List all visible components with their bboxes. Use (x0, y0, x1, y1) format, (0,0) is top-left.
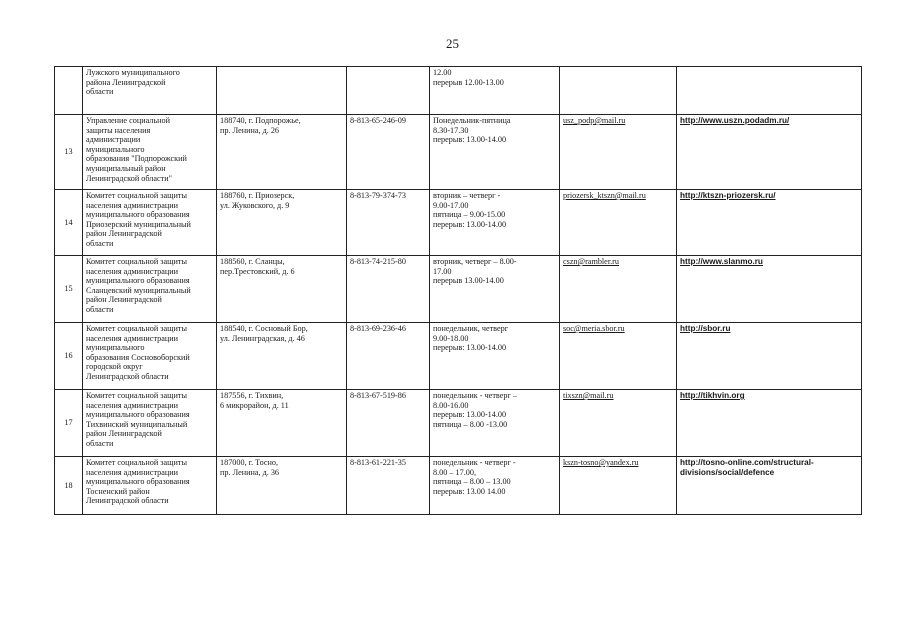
hours-line: понедельник - четверг - (433, 458, 516, 467)
organization-line: муниципального образования (86, 210, 190, 220)
address-line: 188740, г. Подпорожье, (220, 116, 301, 125)
hours-cell (430, 190, 560, 256)
table-row (55, 115, 862, 190)
hours-cell (430, 67, 560, 115)
table-row (55, 256, 862, 323)
organization-cell (83, 67, 217, 115)
organization-line: Комитет социальной защиты (86, 191, 187, 200)
hours-line: перерыв: 13.00 14.00 (433, 486, 506, 496)
hours-line: понедельник, четверг (433, 324, 509, 333)
hours-line: Понедельник-пятница (433, 116, 511, 125)
table-row (55, 67, 862, 115)
website-cell (677, 390, 862, 457)
email-cell (560, 67, 677, 115)
phone-cell: 8-813-74-215-80 (347, 256, 430, 323)
hours-line: пятница – 8.00 – 13.00 (433, 477, 511, 487)
organization-line: области (86, 87, 114, 97)
organization-line: Тихвинский муниципальный (86, 419, 188, 429)
hours-line: перерыв 12.00-13.00 (433, 77, 504, 87)
organization-line: Тосненский район (86, 486, 150, 496)
email-cell (560, 323, 677, 390)
address-line: 188560, г. Сланцы, (220, 257, 285, 266)
organization-line: Комитет социальной защиты (86, 257, 187, 266)
phone-cell: 8-813-67-519-86 (347, 390, 430, 457)
website-link[interactable]: http://sbor.ru (680, 324, 731, 333)
organization-line: муниципального образования (86, 410, 190, 420)
hours-line: перерыв: 13.00-14.00 (433, 135, 507, 145)
organization-line: район Ленинградской (86, 429, 162, 439)
phone-cell (347, 67, 430, 115)
address-line: пр. Ленина, д. 26 (220, 125, 280, 135)
organization-line: Ленинградской области (86, 371, 169, 381)
hours-cell (430, 115, 560, 190)
website-cell (677, 256, 862, 323)
organization-cell (83, 390, 217, 457)
row-number: 17 (55, 390, 83, 457)
organization-line: населения администрации (86, 266, 178, 276)
email-cell (560, 457, 677, 515)
organization-line: муниципального (86, 343, 145, 353)
row-number: 13 (55, 115, 83, 190)
website-link[interactable]: http://tikhvin.org (680, 391, 745, 400)
address-cell (217, 323, 347, 390)
email-link[interactable]: tixszn@mail.ru (563, 391, 614, 400)
address-line: 187556, г. Тихвин, (220, 391, 284, 400)
website-cell (677, 457, 862, 515)
organization-line: области (86, 238, 114, 248)
hours-line: перерыв: 13.00-14.00 (433, 410, 507, 420)
organization-cell (83, 323, 217, 390)
organization-line: Комитет социальной защиты (86, 391, 187, 400)
email-link[interactable]: soc@meria.sbor.ru (563, 324, 625, 333)
organization-cell (83, 190, 217, 256)
organization-line: район Ленинградской (86, 229, 162, 239)
email-link[interactable]: priozersk_ktszn@mail.ru (563, 191, 646, 200)
organization-line: населения администрации (86, 333, 178, 343)
hours-line: перерыв: 13.00-14.00 (433, 343, 507, 353)
hours-line: 17.00 (433, 266, 452, 276)
hours-cell (430, 323, 560, 390)
table-row (55, 390, 862, 457)
email-link[interactable]: usz_podp@mail.ru (563, 116, 626, 125)
website-link[interactable]: http://www.slanmo.ru (680, 257, 763, 266)
organization-line: защиты населения (86, 125, 151, 135)
website-link[interactable]: http://ktszn-priozersk.ru/ (680, 191, 776, 200)
hours-line: 8.30-17.30 (433, 125, 469, 135)
address-line: 188760, г. Приозерск, (220, 191, 295, 200)
hours-cell (430, 457, 560, 515)
organization-line: Лужского муниципального (86, 68, 180, 77)
organization-line: образования "Подпорожский (86, 154, 187, 164)
email-cell (560, 256, 677, 323)
hours-line: пятница – 9.00-15.00 (433, 210, 506, 220)
organization-line: Приозерский муниципальный (86, 219, 191, 229)
hours-cell (430, 390, 560, 457)
address-line: пер.Трестовский, д. 6 (220, 266, 295, 276)
organization-line: области (86, 304, 114, 314)
address-line: пр. Ленина, д. 36 (220, 467, 280, 477)
organization-line: Ленинградской области" (86, 173, 172, 183)
organization-line: Сланцевский муниципальный (86, 285, 191, 295)
website-link[interactable]: http://tosno-online.com/structural- (680, 458, 814, 467)
phone-cell: 8-813-69-236-46 (347, 323, 430, 390)
address-line: 6 микрорайон, д. 11 (220, 400, 289, 410)
email-cell (560, 390, 677, 457)
row-number (55, 67, 83, 115)
table-row (55, 190, 862, 256)
organization-line: Комитет социальной защиты (86, 324, 187, 333)
hours-line: перерыв: 13.00-14.00 (433, 219, 507, 229)
contacts-table (54, 66, 862, 515)
website-link[interactable]: divisions/social/defence (680, 467, 775, 477)
hours-line: понедельник - четверг – (433, 391, 517, 400)
phone-cell: 8-813-65-246-09 (347, 115, 430, 190)
address-cell (217, 457, 347, 515)
hours-line: 8.00-16.00 (433, 400, 469, 410)
address-line: ул. Жуковского, д. 9 (220, 200, 290, 210)
address-cell (217, 67, 347, 115)
address-cell (217, 190, 347, 256)
address-cell (217, 256, 347, 323)
address-cell (217, 115, 347, 190)
organization-line: населения администрации (86, 400, 178, 410)
phone-cell: 8-813-79-374-73 (347, 190, 430, 256)
table-row (55, 457, 862, 515)
website-cell (677, 67, 862, 115)
organization-line: Управление социальной (86, 116, 170, 125)
row-number: 14 (55, 190, 83, 256)
row-number: 16 (55, 323, 83, 390)
organization-line: администрации (86, 135, 141, 145)
address-line: 188540, г. Сосновый Бор, (220, 324, 308, 333)
email-link[interactable]: kszn-tosno@yandex.ru (563, 458, 639, 467)
address-line: ул. Ленинградская, д. 46 (220, 333, 305, 343)
organization-line: район Ленинградской (86, 295, 162, 305)
phone-cell: 8-813-61-221-35 (347, 457, 430, 515)
hours-line: 12.00 (433, 68, 452, 77)
email-cell (560, 190, 677, 256)
organization-cell (83, 457, 217, 515)
organization-line: муниципальный район (86, 163, 166, 173)
organization-line: городской округ (86, 362, 143, 372)
organization-line: муниципального образования (86, 477, 190, 487)
organization-line: области (86, 438, 114, 448)
organization-cell (83, 256, 217, 323)
organization-line: населения администрации (86, 200, 178, 210)
email-link[interactable]: cszn@rambler.ru (563, 257, 619, 266)
hours-line: вторник, четверг – 8.00- (433, 257, 517, 266)
hours-line: вторник – четверг - (433, 191, 501, 200)
hours-line: 9.00-17.00 (433, 200, 469, 210)
hours-line: пятница – 8.00 -13.00 (433, 419, 508, 429)
row-number: 15 (55, 256, 83, 323)
organization-line: Ленинградской области (86, 496, 169, 506)
website-link[interactable]: http://www.uszn.podadm.ru/ (680, 116, 790, 125)
organization-line: населения администрации (86, 467, 178, 477)
website-cell (677, 115, 862, 190)
organization-cell (83, 115, 217, 190)
organization-line: муниципального образования (86, 276, 190, 286)
email-cell (560, 115, 677, 190)
hours-line: 8.00 – 17.00, (433, 467, 476, 477)
row-number: 18 (55, 457, 83, 515)
page-number: 25 (446, 36, 459, 51)
hours-line: перерыв 13.00-14.00 (433, 276, 504, 286)
organization-line: муниципального (86, 144, 145, 154)
website-cell (677, 190, 862, 256)
website-cell (677, 323, 862, 390)
hours-cell (430, 256, 560, 323)
organization-line: района Ленинградской (86, 77, 166, 87)
organization-line: Комитет социальной защиты (86, 458, 187, 467)
address-cell (217, 390, 347, 457)
table-row (55, 323, 862, 390)
hours-line: 9.00-18.00 (433, 333, 469, 343)
organization-line: образования Сосновоборский (86, 352, 190, 362)
address-line: 187000, г. Тосно, (220, 458, 279, 467)
